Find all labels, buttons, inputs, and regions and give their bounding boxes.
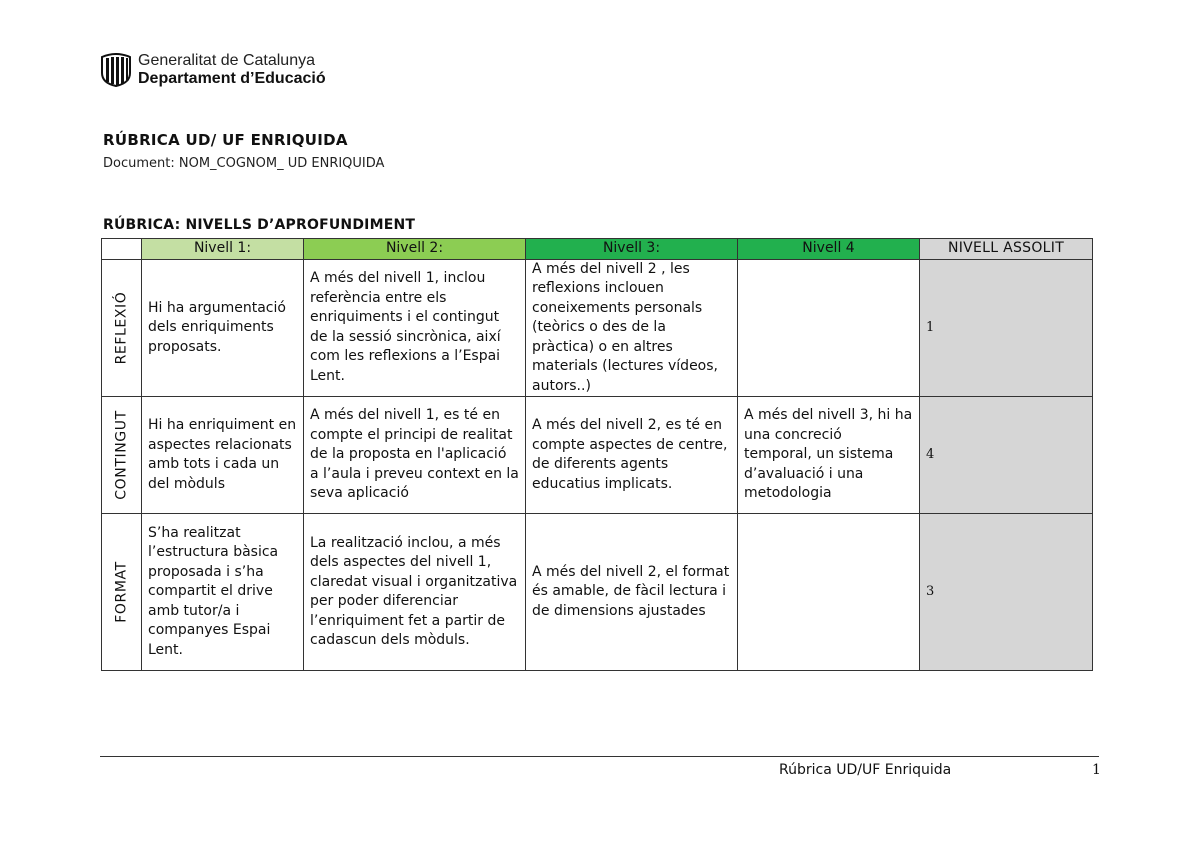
row-label-cell bbox=[102, 514, 142, 671]
generalitat-logo-icon bbox=[100, 53, 132, 87]
level-1-cell: Hi ha enriquiment en aspectes relacionats amb tots i cada un del mòduls bbox=[142, 397, 304, 514]
level-4-cell: A més del nivell 3, hi ha una concreció temporal, un sistema d’avaluació i una metodologia bbox=[738, 397, 920, 514]
level-3-cell: A més del nivell 2, es té en compte aspectes de centre, de diferents agents educatius implicats. bbox=[526, 397, 738, 514]
achieved-level-cell: 1 bbox=[920, 259, 1093, 397]
section-title: RÚBRICA: NIVELLS D’APROFUNDIMENT bbox=[103, 217, 416, 233]
footer-title: Rúbrica UD/UF Enriquida bbox=[779, 762, 952, 778]
level-2-cell: A més del nivell 1, es té en compte el principi de realitat de la proposta en l'aplicació a l’aula i preveu context en la seva aplicació bbox=[304, 397, 526, 514]
table-row bbox=[102, 397, 1093, 514]
achieved-level-cell: 4 bbox=[920, 397, 1093, 514]
level-2-cell: La realització inclou, a més dels aspectes del nivell 1, claredat visual i organitzativa per poder diferenciar l’enriquiment fet a partir de cadascun dels mòduls. bbox=[304, 514, 526, 671]
row-label: REFLEXIÓ bbox=[112, 291, 129, 365]
header-empty-cell bbox=[102, 239, 142, 260]
org-name: Generalitat de Catalunya bbox=[138, 52, 315, 69]
rubric-header-row bbox=[102, 239, 1093, 260]
level-3-cell: A més del nivell 2, el format és amable, de fàcil lectura i de dimensions ajustades bbox=[526, 514, 738, 671]
header-level-1: Nivell 1: bbox=[142, 239, 304, 260]
table-row bbox=[102, 514, 1093, 671]
row-label-cell bbox=[102, 259, 142, 397]
level-1-cell: S’ha realitzat l’estructura bàsica proposada i s’ha compartit el drive amb tutor/a i companyes Espai Lent. bbox=[142, 514, 304, 671]
header-level-achieved: NIVELL ASSOLIT bbox=[920, 239, 1093, 260]
header-level-3: Nivell 3: bbox=[526, 239, 738, 260]
row-label-cell bbox=[102, 397, 142, 514]
row-label: FORMAT bbox=[112, 561, 129, 623]
level-3-cell: A més del nivell 2 , les reflexions inclouen coneixements personals (teòrics o des de la pràctica) o en altres materials (lectures vídeos, autors..) bbox=[526, 259, 738, 397]
footer-divider bbox=[100, 756, 1099, 757]
level-4-cell bbox=[738, 514, 920, 671]
header-logo bbox=[100, 52, 326, 88]
header-level-2: Nivell 2: bbox=[304, 239, 526, 260]
level-2-cell: A més del nivell 1, inclou referència entre els enriquiments i el contingut de la sessió sincrònica, així com les reflexions a l’Espai Lent. bbox=[304, 259, 526, 397]
department-name: Departament d’Educació bbox=[138, 70, 326, 87]
header-level-4: Nivell 4 bbox=[738, 239, 920, 260]
level-4-cell bbox=[738, 259, 920, 397]
page-number: 1 bbox=[1092, 762, 1101, 778]
document-subtitle: Document: NOM_COGNOM_ UD ENRIQUIDA bbox=[103, 156, 385, 171]
table-row bbox=[102, 259, 1093, 397]
achieved-level-cell: 3 bbox=[920, 514, 1093, 671]
document-title: RÚBRICA UD/ UF ENRIQUIDA bbox=[103, 131, 348, 149]
level-1-cell: Hi ha argumentació dels enriquiments proposats. bbox=[142, 259, 304, 397]
row-label: CONTINGUT bbox=[112, 410, 129, 500]
rubric-table bbox=[101, 238, 1093, 671]
